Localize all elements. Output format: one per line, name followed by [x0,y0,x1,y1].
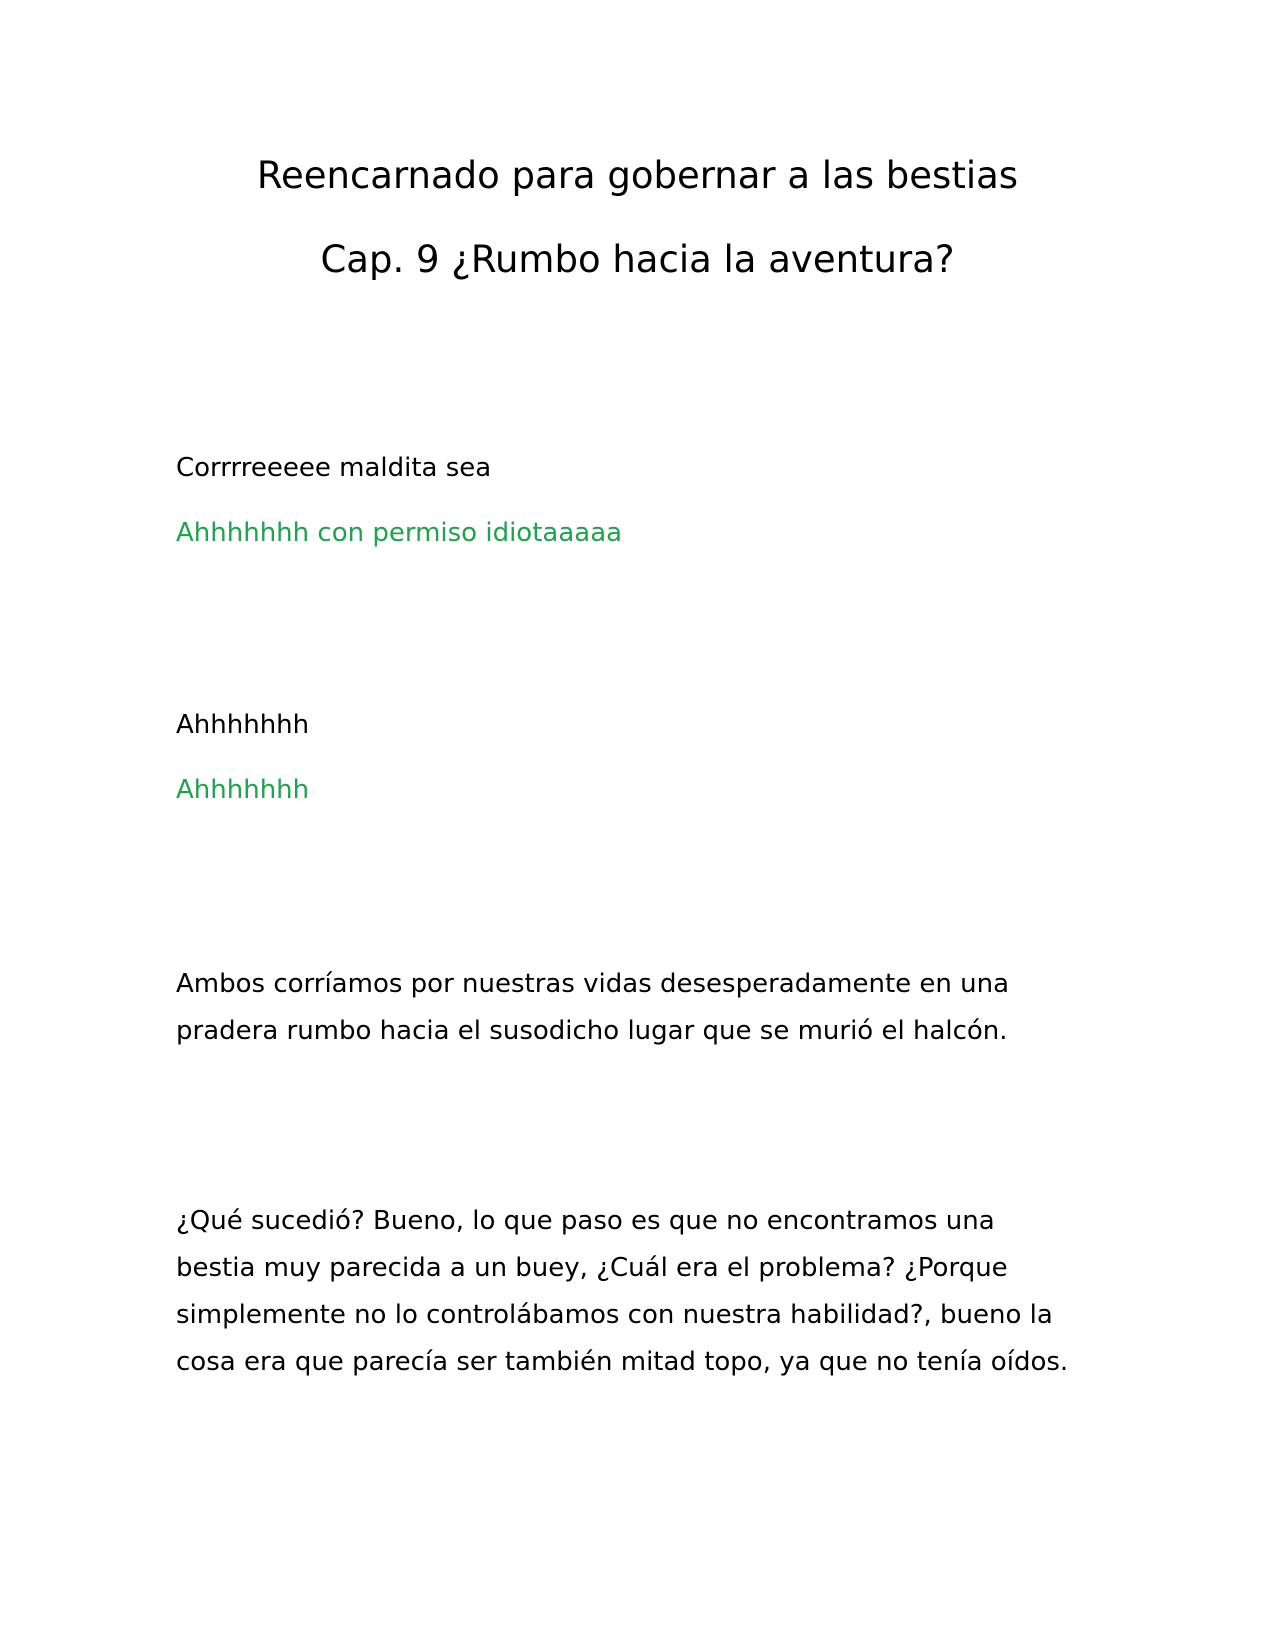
paragraph-line: bestia muy parecida a un buey, ¿Cuál era el problema? ¿Porque [176,1253,1008,1283]
dialogue-line: Corrrreeeee maldita sea [176,453,492,483]
narrative-paragraph [176,1198,1116,1386]
chapter-title: Cap. 9 ¿Rumbo hacia la aventura? [320,238,955,281]
narrative-paragraph [176,961,1116,1055]
dialogue-line: Ahhhhhhh [176,710,310,740]
paragraph-line: simplemente no lo controlábamos con nuestra habilidad?, bueno la [176,1300,1053,1330]
paragraph-line: pradera rumbo hacia el susodicho lugar que se murió el halcón. [176,1016,1008,1046]
dialogue-line: Ahhhhhhh con permiso idiotaaaaa [176,518,623,548]
paragraph-line: ¿Qué sucedió? Bueno, lo que paso es que no encontramos una [176,1206,995,1236]
paragraph-line: Ambos corríamos por nuestras vidas desesperadamente en una [176,969,1010,999]
paragraph-line: cosa era que parecía ser también mitad topo, ya que no tenía oídos. [176,1347,1069,1377]
document-title: Reencarnado para gobernar a las bestias [256,154,1019,197]
dialogue-line: Ahhhhhhh [176,775,310,805]
